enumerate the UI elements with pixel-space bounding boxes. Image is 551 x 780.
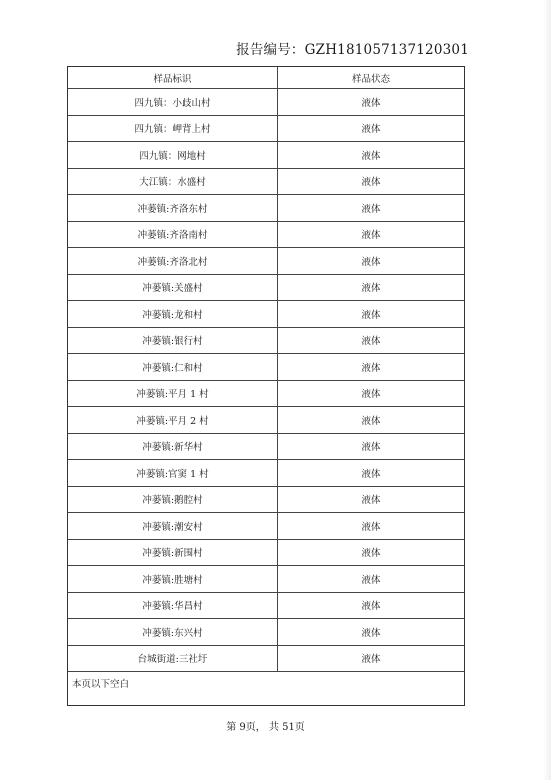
sample-id-cell: 四九镇：岬背上村 — [68, 115, 278, 142]
sample-state-cell: 液体 — [278, 89, 465, 116]
sample-state-cell: 液体 — [278, 195, 465, 222]
sample-id-cell: 冲蒌镇:关盛村 — [68, 274, 278, 301]
table-row — [68, 327, 464, 354]
sample-id-cell: 冲蒌镇:潮安村 — [68, 513, 278, 540]
table-header-row — [68, 67, 464, 89]
blank-below-note: 本页以下空白 — [72, 679, 130, 690]
sample-state-cell: 液体 — [278, 539, 465, 566]
sample-id-cell: 冲蒌镇:齐洛南村 — [68, 221, 278, 248]
sample-state-cell: 液体 — [278, 301, 465, 328]
table-row — [68, 433, 464, 460]
sample-id-cell: 台城街道:三社圩 — [68, 645, 278, 672]
table-row — [68, 460, 464, 487]
sample-id-cell: 冲蒌镇:新围村 — [68, 539, 278, 566]
table-row — [68, 301, 464, 328]
sample-id-cell: 冲蒌镇:银行村 — [68, 327, 278, 354]
table-row — [68, 142, 464, 169]
sample-state-cell: 液体 — [278, 380, 465, 407]
sample-id-cell: 冲蒌镇:新华村 — [68, 433, 278, 460]
scan-edge-shadow — [543, 0, 551, 780]
table-row — [68, 115, 464, 142]
table-row — [68, 380, 464, 407]
table-row — [68, 248, 464, 275]
sample-id-cell: 冲蒌镇:齐洛东村 — [68, 195, 278, 222]
table-row — [68, 168, 464, 195]
sample-state-cell: 液体 — [278, 168, 465, 195]
column-header-sample-id: 样品标识 — [68, 67, 278, 89]
sample-state-cell: 液体 — [278, 115, 465, 142]
sample-id-cell: 冲蒌镇:平月 1 村 — [68, 380, 278, 407]
sample-id-cell: 冲蒌镇:官窦 1 村 — [68, 460, 278, 487]
column-header-sample-state: 样品状态 — [278, 67, 465, 89]
sample-state-cell: 液体 — [278, 460, 465, 487]
sample-state-cell: 液体 — [278, 407, 465, 434]
sample-state-cell: 液体 — [278, 513, 465, 540]
sample-state-cell: 液体 — [278, 433, 465, 460]
table-row — [68, 566, 464, 593]
table-row — [68, 645, 464, 672]
table-row — [68, 274, 464, 301]
sample-state-cell: 液体 — [278, 566, 465, 593]
sample-state-cell: 液体 — [278, 592, 465, 619]
table-row — [68, 195, 464, 222]
sample-state-cell: 液体 — [278, 274, 465, 301]
table-row — [68, 89, 464, 116]
table-row — [68, 592, 464, 619]
sample-state-cell: 液体 — [278, 221, 465, 248]
sample-state-cell: 液体 — [278, 354, 465, 381]
sample-table — [67, 66, 465, 706]
table-row — [68, 221, 464, 248]
sample-id-cell: 冲蒌镇:平月 2 村 — [68, 407, 278, 434]
sample-id-cell: 大江镇：水盛村 — [68, 168, 278, 195]
sample-state-cell: 液体 — [278, 248, 465, 275]
sample-id-cell: 冲蒌镇:龙和村 — [68, 301, 278, 328]
sample-id-cell: 四九镇：小歧山村 — [68, 89, 278, 116]
table-row — [68, 539, 464, 566]
sample-state-cell: 液体 — [278, 142, 465, 169]
page-number: 第 9页， 共 51页 — [226, 722, 305, 733]
sample-id-cell: 冲蒌镇:齐洛北村 — [68, 248, 278, 275]
sample-state-cell: 液体 — [278, 645, 465, 672]
table-row — [68, 619, 464, 646]
table-row — [68, 407, 464, 434]
sample-id-cell: 冲蒌镇:胜塘村 — [68, 566, 278, 593]
sample-id-cell: 四九镇：网地村 — [68, 142, 278, 169]
sample-state-cell: 液体 — [278, 619, 465, 646]
sample-state-cell: 液体 — [278, 327, 465, 354]
sample-id-cell: 冲蒌镇:东兴村 — [68, 619, 278, 646]
sample-state-cell: 液体 — [278, 486, 465, 513]
table-row — [68, 513, 464, 540]
sample-id-cell: 冲蒌镇:仁和村 — [68, 354, 278, 381]
sample-id-cell: 冲蒌镇:鹅腔村 — [68, 486, 278, 513]
table-row — [68, 354, 464, 381]
table-row — [68, 486, 464, 513]
report-number: 报告编号：GZH18105713712030​1 — [236, 42, 469, 58]
sample-id-cell: 冲蒌镇:华昌村 — [68, 592, 278, 619]
